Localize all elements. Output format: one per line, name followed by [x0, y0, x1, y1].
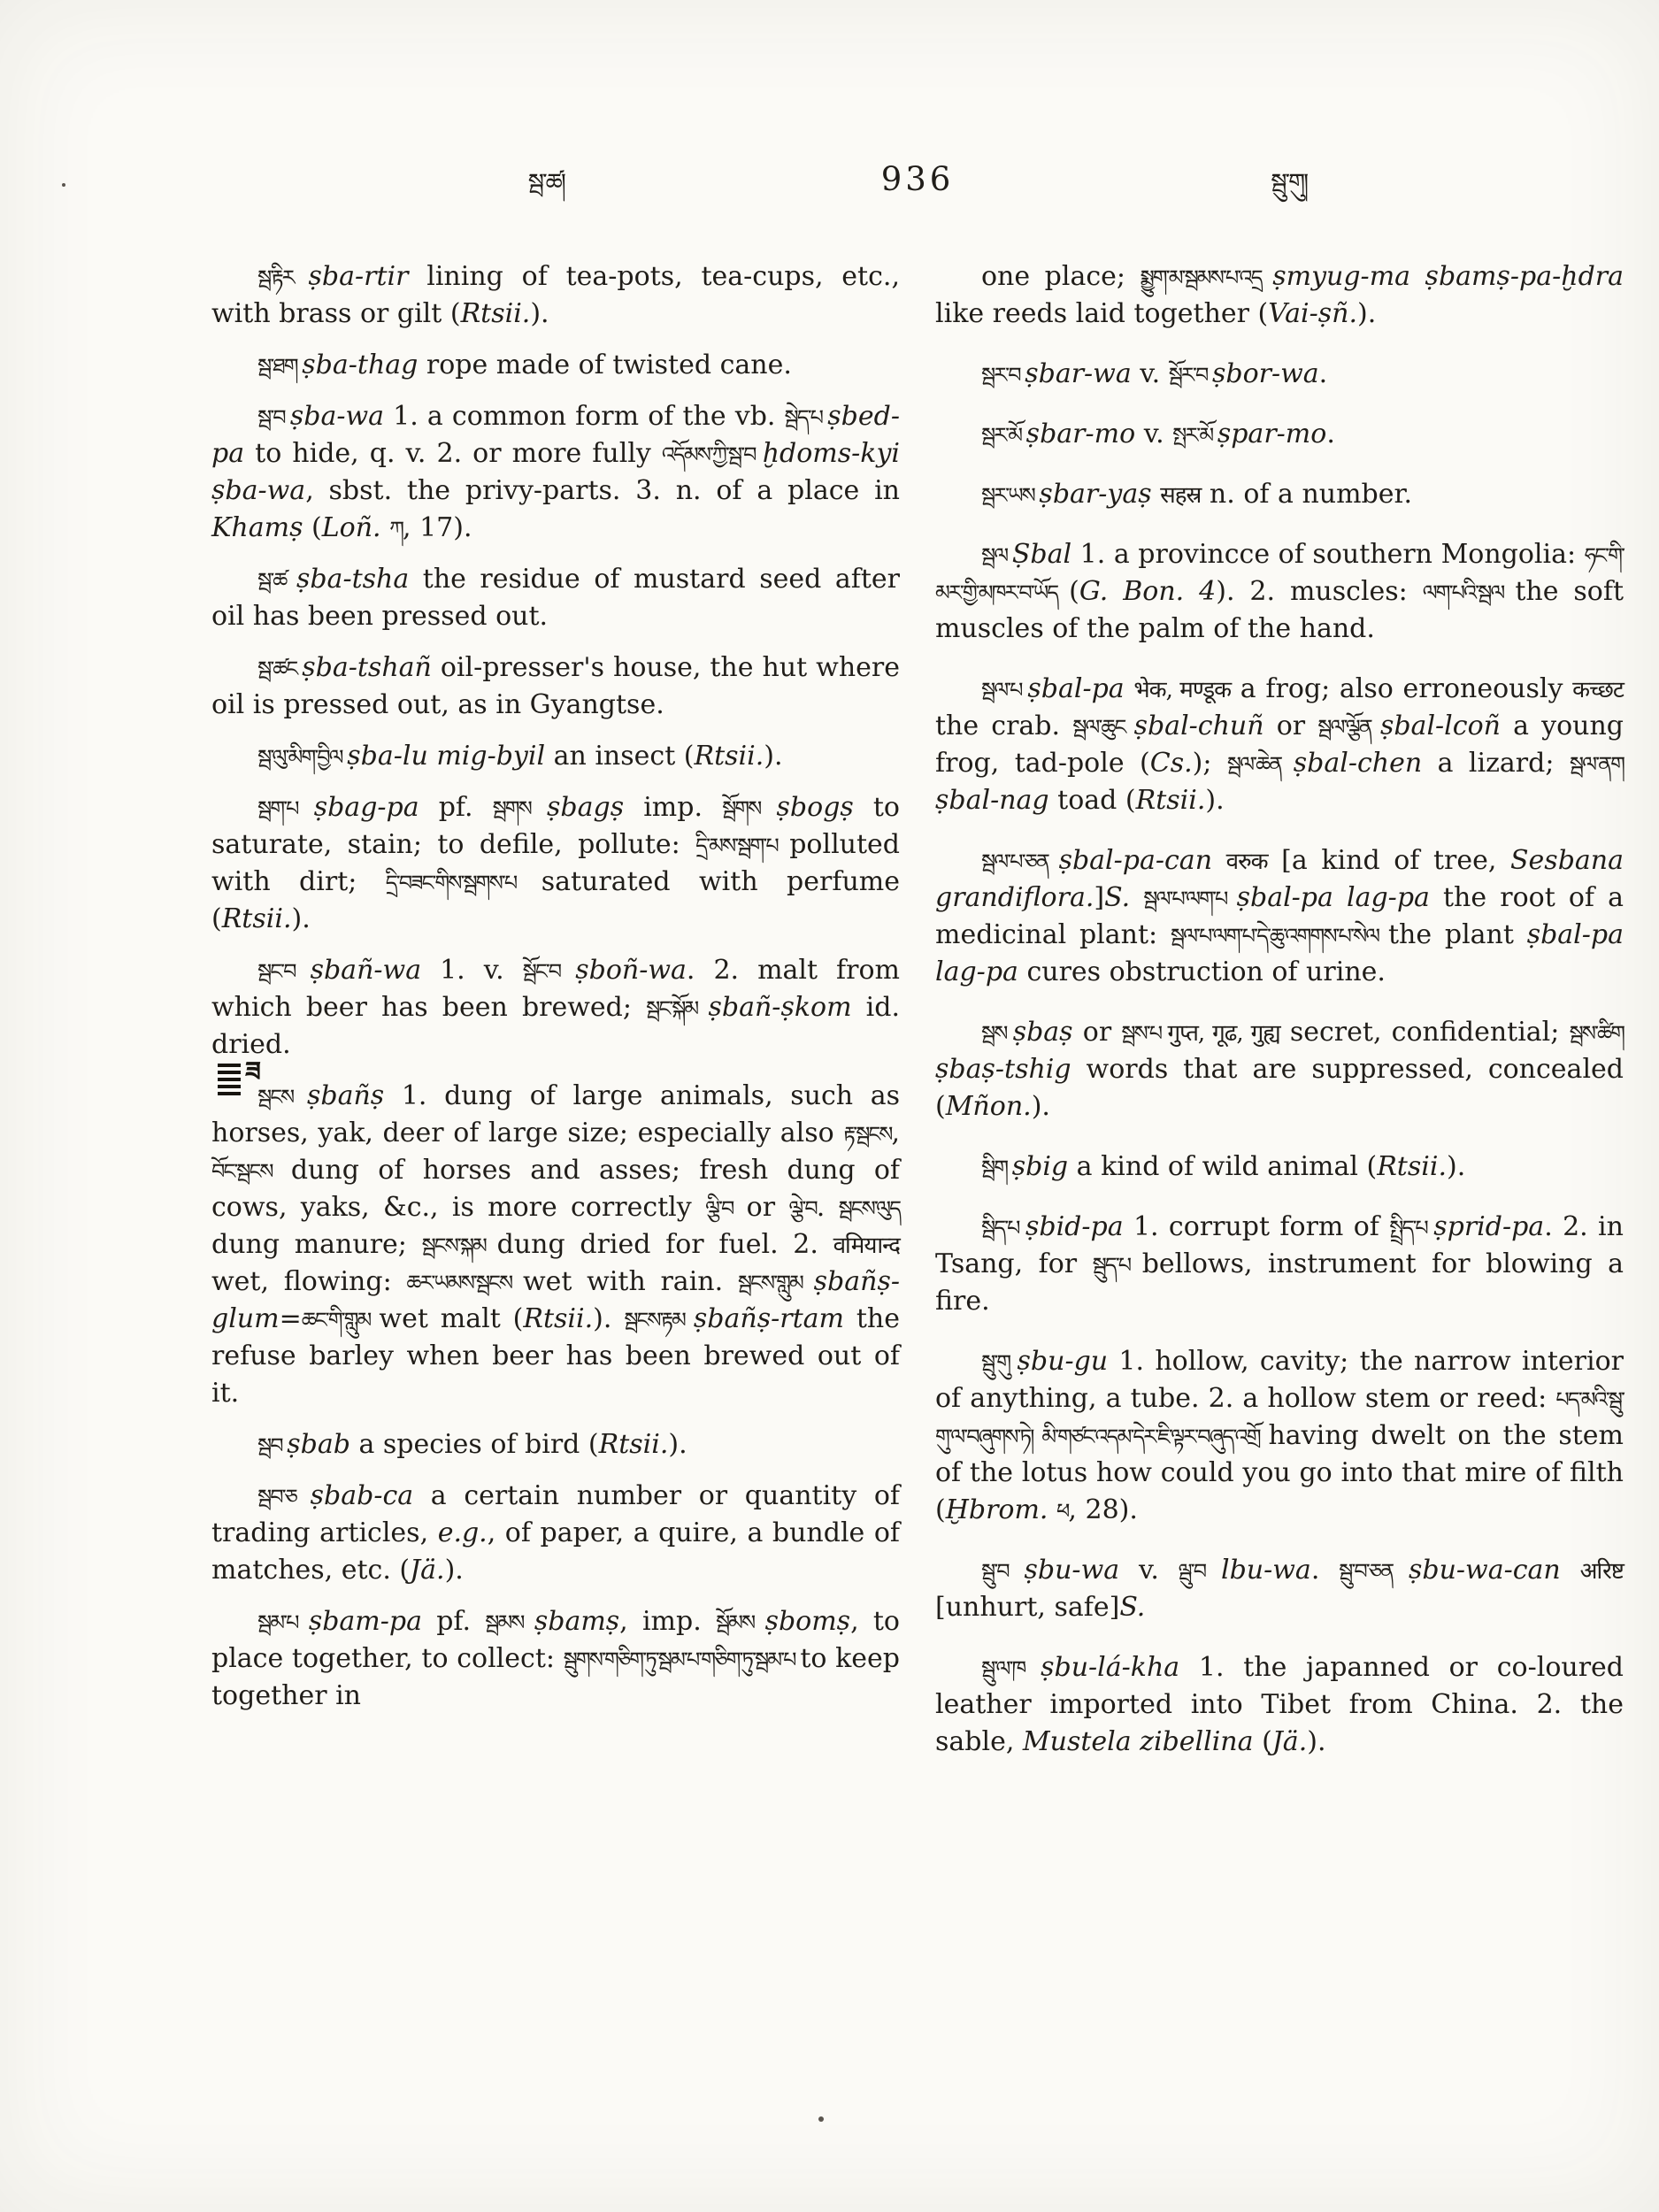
- definition-text: secret, confidential;: [1279, 1017, 1570, 1048]
- transliteration-text: ṣboñ-wa: [575, 955, 687, 986]
- transliteration-text: lbu-wa: [1220, 1555, 1311, 1586]
- dictionary-entry: [211, 789, 900, 938]
- tibetan-text: ལྕེ་བ: [788, 1196, 817, 1221]
- transliteration-text: Jä.: [410, 1555, 445, 1586]
- transliteration-text: ṣbu-wa: [1024, 1555, 1120, 1586]
- tibetan-text: སྦུ་བ: [981, 1559, 1025, 1584]
- definition-text: [1212, 845, 1226, 876]
- tibetan-text: ལྕི་བ: [705, 1196, 733, 1221]
- definition-text: [1561, 1555, 1580, 1586]
- tibetan-text: སྦལ་ནག: [1569, 752, 1624, 777]
- header-right-cell: [954, 156, 1624, 223]
- page-number: 936: [880, 160, 955, 198]
- tibetan-text: སྦིག: [981, 1156, 1012, 1180]
- definition-text: cures obstruction of urine.: [1018, 956, 1386, 987]
- transliteration-text: ṣmyug-ma ṣbamṣ-pa-ḫdra: [1272, 261, 1624, 292]
- tibetan-text: དྲི་བཟང་གིས་སྦགས་པ: [385, 871, 541, 895]
- transliteration-text: Vai-ṣñ.: [1268, 298, 1358, 329]
- dictionary-entry: [211, 561, 900, 635]
- transliteration-text: ṣbal-pa-can: [1058, 845, 1213, 876]
- tibetan-text: སྦལ་ལྕོན: [1317, 715, 1380, 740]
- dictionary-entry: [211, 1478, 900, 1589]
- definition-text: .: [1318, 358, 1328, 389]
- definition-text: or: [1072, 1017, 1122, 1048]
- tibetan-text: སྦམ་པ: [257, 1610, 309, 1635]
- definition-text: (: [303, 512, 322, 543]
- transliteration-text: Mustela zibellina: [1022, 1726, 1254, 1757]
- devanagari-text: कच्छट: [1572, 677, 1624, 703]
- tibetan-text: དྲི་མས་སྦག་པ: [695, 833, 790, 858]
- tibetan-text: བོང་སྦངས: [211, 1159, 273, 1184]
- definition-text: v.: [1119, 1555, 1179, 1586]
- definition-text: 1. corrupt form of: [1123, 1211, 1390, 1242]
- definition-text: a species of bird (: [349, 1429, 599, 1460]
- dictionary-entry: [211, 258, 900, 333]
- dictionary-entry: [935, 1148, 1624, 1186]
- transliteration-text: Jä.: [1271, 1726, 1308, 1757]
- dictionary-entry: [211, 398, 900, 547]
- tibetan-text: སྦར་བ: [981, 363, 1025, 388]
- definition-text: 1. v.: [421, 955, 523, 986]
- definition-text: (: [1069, 576, 1079, 607]
- transliteration-text: ṣbogṣ: [776, 792, 854, 823]
- definition-text: =: [279, 1303, 302, 1334]
- tibetan-text: སྨྱུག་མ་སྦམས་པ་འདྲ: [1140, 265, 1273, 290]
- definition-text: ).: [668, 1429, 687, 1460]
- transliteration-text: Rtsii.: [1377, 1151, 1447, 1182]
- transliteration-text: ṣba-lu mig-byil: [347, 741, 546, 772]
- transliteration-text: ṣbañṣ: [306, 1080, 385, 1111]
- definition-text: [1130, 882, 1143, 913]
- definition-text: polluted with dirt;: [211, 829, 900, 897]
- dictionary-entry: [935, 258, 1624, 333]
- definition-text: ). 2. muscles:: [1216, 576, 1423, 607]
- transliteration-text: Rtsii.: [523, 1303, 594, 1334]
- definition-text: v.: [1135, 419, 1173, 449]
- tibetan-text: སྦོང་བ: [522, 959, 576, 984]
- tibetan-text: སྦབ: [257, 1433, 288, 1458]
- tibetan-text: སྦུ་ལ་ཁ: [981, 1656, 1041, 1681]
- definition-text: .: [816, 1192, 839, 1223]
- tibetan-text: ཕ: [1056, 1499, 1069, 1524]
- header-left-tibetan-headword: སྦ་ཚ།: [527, 169, 565, 196]
- transliteration-text: ṣbamṣ: [534, 1606, 620, 1637]
- tibetan-text: སྦངས་སྐམ: [421, 1233, 497, 1258]
- tibetan-text: སྦལ་པ་ལག་པ: [1143, 887, 1237, 911]
- definition-text: or: [733, 1192, 789, 1223]
- transliteration-text: ṣbal-pa lag-pa: [935, 919, 1624, 987]
- dictionary-entry: [935, 1014, 1624, 1125]
- definition-text: having dwelt on the stem of the lotus how could you go into that mire of filth (: [935, 1420, 1624, 1525]
- definition-text: dung dried for fuel. 2.: [496, 1229, 833, 1260]
- definition-text: to saturate, stain; to defile, pollute:: [211, 792, 900, 860]
- dictionary-entry: [935, 476, 1624, 513]
- transliteration-text: ṣbal-pa lag-pa: [1236, 882, 1430, 913]
- tibetan-text: སྦ་བ: [257, 405, 290, 430]
- transliteration-text: ṣba-thag: [302, 349, 419, 380]
- transliteration-text: Cs.: [1149, 748, 1193, 779]
- dictionary-entry: [211, 952, 900, 1064]
- header-left-cell: [211, 156, 881, 223]
- transliteration-text: ṣbab-ca: [310, 1480, 414, 1511]
- definition-text: ).: [1205, 785, 1225, 816]
- definition-text: ]: [1094, 882, 1105, 913]
- definition-text: pf.: [421, 1606, 486, 1637]
- devanagari-text: भेक, मण्डूक: [1133, 677, 1232, 703]
- tibetan-text: སྤྲིད་པ: [1389, 1216, 1434, 1240]
- dictionary-entry: [211, 649, 900, 724]
- tibetan-text: སྦར་མོ: [981, 423, 1026, 448]
- definition-text: (: [1253, 1726, 1272, 1757]
- transliteration-text: Ṣbal: [1011, 539, 1072, 570]
- definition-text: imp.: [624, 792, 723, 823]
- definition-text: or: [1263, 710, 1318, 741]
- tibetan-text: སྦ་ཚ: [257, 568, 296, 593]
- definition-text: an insect (: [545, 741, 695, 772]
- tibetan-text: སྦངས་ལུད: [838, 1196, 900, 1221]
- tibetan-text: སྦུད་པ: [1092, 1253, 1142, 1278]
- transliteration-text: ṣbal-chen: [1293, 748, 1423, 779]
- definition-text: the plant: [1387, 919, 1527, 950]
- definition-text: ).: [1307, 1726, 1326, 1757]
- tibetan-text: སྦ་ཐག: [257, 354, 303, 379]
- transliteration-text: ṣba-rtir: [308, 261, 409, 292]
- dictionary-entry: [935, 1552, 1624, 1626]
- definition-text: ).: [1031, 1091, 1050, 1122]
- transliteration-text: ṣbañ-wa: [310, 955, 422, 986]
- transliteration-text: ṣprid-pa: [1433, 1211, 1545, 1242]
- dictionary-entry: [935, 536, 1624, 648]
- definition-text: . 2. malt from which beer has been brewed;: [211, 955, 900, 1023]
- definition-text: dung manure;: [211, 1229, 422, 1260]
- dictionary-entry: [211, 738, 900, 775]
- definition-text: one place;: [981, 261, 1141, 292]
- transliteration-text: ṣbid-pa: [1025, 1211, 1124, 1242]
- definition-text: , imp.: [619, 1606, 716, 1637]
- definition-text: rope made of twisted cane.: [418, 349, 792, 380]
- transliteration-text: ṣbomṣ: [764, 1606, 851, 1637]
- devanagari-text: अरिष्ट: [1579, 1558, 1624, 1585]
- transliteration-text: ṣbagṣ: [547, 792, 625, 823]
- tibetan-text: སྦངས་རྟམ: [624, 1308, 694, 1333]
- dictionary-entry: [935, 842, 1624, 991]
- definition-text: [1048, 1494, 1056, 1525]
- tibetan-text: སྦ་ལུ་མིག་བྱིལ: [257, 745, 348, 770]
- definition-text: pf.: [419, 792, 493, 823]
- definition-text: the refuse barley when beer has been brewed out of it.: [211, 1303, 901, 1409]
- tibetan-text: སྦ་རྟིར: [257, 265, 309, 290]
- tibetan-text: སྦལ་ཆེན: [1226, 752, 1294, 777]
- definition-text: ).: [291, 903, 311, 934]
- left-column: [211, 258, 900, 1784]
- definition-text: [381, 512, 390, 543]
- definition-text: [a kind of tree,: [1267, 845, 1510, 876]
- definition-text: v.: [1131, 358, 1169, 389]
- dictionary-entry: [211, 1078, 900, 1412]
- definition-text: ).: [593, 1303, 625, 1334]
- signature-tibetan-letter: ཟ: [245, 1056, 259, 1087]
- definition-text: like reeds laid together (: [935, 298, 1269, 329]
- tibetan-text: སྦ་ཚང: [257, 657, 303, 681]
- transliteration-text: S.: [1104, 882, 1131, 913]
- transliteration-text: ḫdoms-kyi ṣba-wa: [211, 438, 900, 506]
- devanagari-text: सहस्र: [1160, 482, 1202, 509]
- tibetan-text: སྦལ་པ་ཅན: [981, 849, 1059, 874]
- definition-text: , to place together, to collect:: [211, 1606, 900, 1674]
- transliteration-text: ṣbu-gu: [1017, 1346, 1109, 1377]
- tibetan-text: སྦིད་པ: [981, 1216, 1025, 1240]
- transliteration-text: ṣbag-pa: [313, 792, 419, 823]
- definition-text: to hide, q. v. 2. or more fully: [244, 438, 662, 469]
- transliteration-text: ṣbar-wa: [1025, 358, 1132, 389]
- transliteration-text: Rtsii.: [460, 298, 531, 329]
- transliteration-text: Rtsii.: [598, 1429, 669, 1460]
- definition-text: , 28).: [1068, 1494, 1138, 1525]
- definition-text: dung of horses and asses; fresh dung of cows, yaks, &c., is more correctly: [211, 1155, 900, 1223]
- definition-text: the soft muscles of the palm of the hand.: [935, 576, 1624, 644]
- tibetan-text: སྦོམས: [715, 1610, 765, 1635]
- tibetan-text: སྦང་བ: [257, 959, 311, 984]
- dictionary-entry: [935, 1343, 1624, 1529]
- transliteration-text: ṣba-tshañ: [302, 652, 432, 683]
- tibetan-text: སྦངས་གླུམ: [737, 1271, 814, 1295]
- tibetan-text: སྦབ་ཅ: [257, 1485, 311, 1509]
- transliteration-text: ṣba-wa: [289, 401, 385, 432]
- transliteration-text: ṣbaṣ-tshig: [935, 1054, 1071, 1085]
- transliteration-text: ṣbam-pa: [308, 1606, 422, 1637]
- definition-text: );: [1192, 748, 1227, 779]
- definition-text: .: [1310, 1555, 1340, 1586]
- tibetan-text: སྦགས: [492, 796, 548, 821]
- definition-text: a kind of wild animal (: [1068, 1151, 1378, 1182]
- definition-text: saturated with perfume (: [211, 866, 900, 934]
- transliteration-text: ṣbañṣ-glum: [211, 1266, 900, 1334]
- transliteration-text: ṣbu-wa-can: [1408, 1555, 1561, 1586]
- tibetan-text: སྦངས: [257, 1085, 307, 1110]
- definition-text: [1152, 479, 1161, 510]
- definition-text: 1. a provincce of southern Mongolia:: [1071, 539, 1585, 570]
- tibetan-text: སྦེད་པ: [784, 405, 828, 430]
- definition-text: wet, flowing:: [211, 1266, 407, 1297]
- dictionary-entry: [935, 671, 1624, 819]
- transliteration-text: ṣbal-chuñ: [1133, 710, 1264, 741]
- tibetan-text: ཀ: [389, 517, 403, 541]
- transliteration-text: Ḫbrom.: [945, 1494, 1048, 1525]
- transliteration-text: ṣbañ-ṣkom: [708, 992, 852, 1023]
- transliteration-text: ṣbal-pa: [1027, 673, 1125, 704]
- transliteration-text: ṣbig: [1011, 1151, 1069, 1182]
- definition-text: , 17).: [403, 512, 472, 543]
- tibetan-text: སྦལ་ཆུང: [1072, 715, 1134, 740]
- tibetan-text: སྦུ་གུ: [981, 1350, 1018, 1375]
- definition-text: a young frog, tad-pole (: [935, 710, 1624, 779]
- definition-text: the root of a medicinal plant:: [935, 882, 1624, 950]
- dictionary-entry: [935, 1209, 1624, 1320]
- transliteration-text: ṣbar-mo: [1025, 419, 1136, 449]
- tibetan-text: ལག་པའི་སྦལ: [1422, 580, 1516, 605]
- devanagari-text: वरुक: [1225, 849, 1268, 875]
- definition-text: [1125, 673, 1134, 704]
- transliteration-text: ṣbab: [287, 1429, 350, 1460]
- tibetan-text: སྦལ་པ་ལག་པ་དེ་ཆུ་འགགས་པ་སེལ: [1170, 924, 1388, 949]
- transliteration-text: ṣbor-wa: [1211, 358, 1319, 389]
- transliteration-text: ṣbu-lá-kha: [1041, 1652, 1180, 1683]
- transliteration-text: Rtsii.: [694, 741, 764, 772]
- transliteration-text: ṣba-tsha: [296, 564, 410, 595]
- transliteration-text: ṣbed-pa: [211, 401, 900, 469]
- definition-text: the crab.: [935, 710, 1073, 741]
- dictionary-entry: [935, 416, 1624, 453]
- tibetan-text: ཆར་ཡམས་སྦངས: [406, 1271, 523, 1295]
- tibetan-text: སྦར་ཡས: [981, 483, 1040, 508]
- tibetan-text: སྦལ: [981, 543, 1012, 568]
- tibetan-text: སྦས་ཚིག: [1569, 1021, 1624, 1046]
- transliteration-text: G. Bon. 4: [1079, 576, 1217, 607]
- dictionary-entry: [935, 1649, 1624, 1761]
- tibetan-text: སྦག་པ: [257, 796, 314, 821]
- transliteration-text: ṣbal-nag: [935, 785, 1049, 816]
- tibetan-text: ཧང་གི་མར་གྱི་མཁར་བ་ཡོད: [935, 543, 1624, 605]
- definition-text: ).: [764, 741, 783, 772]
- tibetan-text: སྦུ་བ་ཅན: [1339, 1559, 1409, 1584]
- definition-text: toad (: [1048, 785, 1136, 816]
- transliteration-text: ṣbaṣ: [1012, 1017, 1073, 1048]
- transliteration-text: Mñon.: [945, 1091, 1032, 1122]
- definition-text: ,: [891, 1118, 900, 1148]
- tibetan-text: སྦམས: [485, 1610, 534, 1635]
- definition-text: to keep together in: [211, 1643, 901, 1711]
- definition-text: , sbst. the privy-parts. 3. n. of a place in: [305, 475, 900, 506]
- page-header: [211, 156, 1624, 223]
- tibetan-text: སྦས: [981, 1021, 1013, 1046]
- transliteration-text: Khamṣ: [211, 512, 303, 543]
- definition-text: .: [1326, 419, 1335, 449]
- tibetan-text: སྦོར་བ: [1168, 363, 1212, 388]
- definition-text: n. of a number.: [1201, 479, 1413, 510]
- definition-text: id. dried.: [211, 992, 901, 1060]
- definition-text: 1. dung of large animals, such as horses, yak, deer of large size; especially also: [211, 1080, 900, 1148]
- scan-speck: [818, 2116, 824, 2122]
- definition-text: , of paper, a quire, a bundle of matches, etc. (: [211, 1517, 901, 1586]
- definition-text: oil-presser's house, the hut where oil is pressed out, as in Gyangtse.: [211, 652, 900, 720]
- dictionary-entry: [211, 1603, 900, 1715]
- dictionary-entry: [935, 356, 1624, 393]
- definition-text: [unhurt, safe]: [935, 1592, 1120, 1623]
- definition-text: . 2. in Tsang, for: [935, 1211, 1624, 1279]
- definition-text: wet with rain.: [522, 1266, 738, 1297]
- tibetan-text: སྦང་སྐོམ: [646, 996, 709, 1021]
- tibetan-text: སྤར་མོ: [1172, 423, 1217, 448]
- scan-speck: [62, 183, 65, 187]
- transliteration-text: Rtsii.: [1135, 785, 1206, 816]
- transliteration-text: ṣpar-mo: [1217, 419, 1327, 449]
- tibetan-text: སྦལ་པ: [981, 678, 1028, 703]
- definition-text: 1. a common form of the vb.: [384, 401, 785, 432]
- transliteration-text: e.g.: [437, 1517, 488, 1548]
- header-right-tibetan-headword: སྦུ་གུ།: [1271, 169, 1308, 196]
- definition-text: lining of tea-pots, tea-cups, etc., with brass or gilt (: [211, 261, 900, 329]
- definition-text: words that are suppressed, concealed (: [935, 1054, 1624, 1122]
- definition-text: ).: [530, 298, 549, 329]
- transliteration-text: ṣbar-yaṣ: [1039, 479, 1152, 510]
- transliteration-text: ṣbal-lcoñ: [1379, 710, 1501, 741]
- tibetan-text: སྦོགས: [722, 796, 777, 821]
- transliteration-text: Rtsii.: [221, 903, 292, 934]
- definition-text: 1. hollow, cavity; the narrow interior of anything, a tube. 2. a hollow stem or reed:: [935, 1346, 1624, 1414]
- transliteration-text: S.: [1119, 1592, 1146, 1623]
- tibetan-text: སྦས་པ: [1121, 1021, 1168, 1046]
- transliteration-text: Loñ.: [321, 512, 381, 543]
- tibetan-text: རྟ་སྦངས: [843, 1122, 892, 1147]
- right-column: [935, 258, 1624, 1784]
- definition-text: the residue of mustard seed after oil has been pressed out.: [211, 564, 900, 632]
- definition-text: ).: [1357, 298, 1377, 329]
- definition-text: a certain number or quantity of trading articles,: [211, 1480, 900, 1548]
- dictionary-entry: [211, 347, 900, 384]
- transliteration-text: Sesbana grandiflora.: [935, 845, 1624, 913]
- tibetan-text: སྦུགས་གཅིག་ཏུ་སྦམ་པ་གཅིག་ཏུ་སྦམ་པ: [563, 1647, 801, 1672]
- definition-text: bellows, instrument for blowing a fire.: [935, 1248, 1624, 1317]
- tibetan-text: ཆང་གི་གླུམ: [301, 1308, 380, 1333]
- devanagari-text: गुप्त, गूढ, गुह्य: [1167, 1020, 1280, 1047]
- definition-text: ).: [1446, 1151, 1466, 1182]
- tibetan-text: པད་མའི་སྦུ་གུ་ལ་བཞུགས་ཏེ། མི་གཙང་འདམ་དེར་ཇི་ལྟར་བཞུད་འགྲོ: [935, 1387, 1624, 1449]
- definition-text: ).: [444, 1555, 464, 1586]
- definition-text: a frog; also erroneously: [1231, 673, 1573, 704]
- text-columns: [211, 258, 1624, 1784]
- devanagari-text: वमियान्द: [833, 1233, 900, 1259]
- definition-text: wet malt (: [379, 1303, 524, 1334]
- transliteration-text: ṣbañṣ-rtam: [693, 1303, 844, 1334]
- tibetan-text: འདོམས་ཀྱི་སྦ་བ: [661, 442, 763, 467]
- definition-text: a lizard;: [1422, 748, 1570, 779]
- dictionary-entry: [211, 1426, 900, 1463]
- tibetan-text: ལྦུ་བ: [1178, 1559, 1221, 1584]
- definition-text: 1. the japanned or co-loured leather imported into Tibet from China. 2. the sable,: [935, 1652, 1624, 1757]
